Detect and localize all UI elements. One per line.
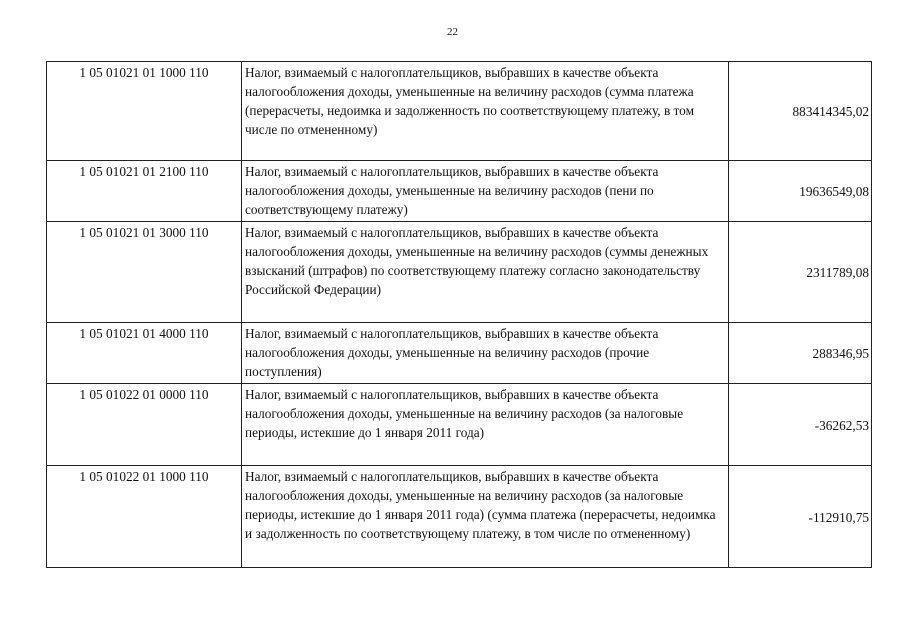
page-number: 22 <box>447 26 458 38</box>
table-row <box>47 222 872 323</box>
amount-cell: -112910,75 <box>729 466 872 568</box>
budget-revenue-table <box>46 61 872 568</box>
budget-code-cell: 1 05 01021 01 4000 110 <box>47 323 242 384</box>
budget-code-cell: 1 05 01022 01 1000 110 <box>47 466 242 568</box>
table-row <box>47 323 872 384</box>
amount-cell: 19636549,08 <box>729 161 872 222</box>
budget-code-cell: 1 05 01021 01 1000 110 <box>47 62 242 161</box>
budget-code-cell: 1 05 01021 01 3000 110 <box>47 222 242 323</box>
description-cell: Налог, взимаемый с налогоплательщиков, выбравших в качестве объекта налогообложения доходы, уменьшенные на величину расходов (прочие поступления) <box>242 323 729 384</box>
description-cell: Налог, взимаемый с налогоплательщиков, выбравших в качестве объекта налогообложения доходы, уменьшенные на величину расходов (за налоговые периоды, истекшие до 1 января 2011 года) (сумма платежа (перерасчеты, недоимка и задолженность по соответствующему платежу, в том числе по отмененному) <box>242 466 729 568</box>
amount-cell: -36262,53 <box>729 384 872 466</box>
description-cell: Налог, взимаемый с налогоплательщиков, выбравших в качестве объекта налогообложения доходы, уменьшенные на величину расходов (сумма платежа (перерасчеты, недоимка и задолженность по соответствующему платежу, в том числе по отмененному) <box>242 62 729 161</box>
description-cell: Налог, взимаемый с налогоплательщиков, выбравших в качестве объекта налогообложения доходы, уменьшенные на величину расходов (пени по соответствующему платежу) <box>242 161 729 222</box>
table-row <box>47 384 872 466</box>
table-row <box>47 161 872 222</box>
table-row <box>47 466 872 568</box>
amount-cell: 883414345,02 <box>729 62 872 161</box>
budget-code-cell: 1 05 01022 01 0000 110 <box>47 384 242 466</box>
amount-cell: 288346,95 <box>729 323 872 384</box>
table-row <box>47 62 872 161</box>
amount-cell: 2311789,08 <box>729 222 872 323</box>
budget-code-cell: 1 05 01021 01 2100 110 <box>47 161 242 222</box>
description-cell: Налог, взимаемый с налогоплательщиков, выбравших в качестве объекта налогообложения доходы, уменьшенные на величину расходов (суммы денежных взысканий (штрафов) по соответствующему платежу согласно законодательству Российской Федерации) <box>242 222 729 323</box>
description-cell: Налог, взимаемый с налогоплательщиков, выбравших в качестве объекта налогообложения доходы, уменьшенные на величину расходов (за налоговые периоды, истекшие до 1 января 2011 года) <box>242 384 729 466</box>
